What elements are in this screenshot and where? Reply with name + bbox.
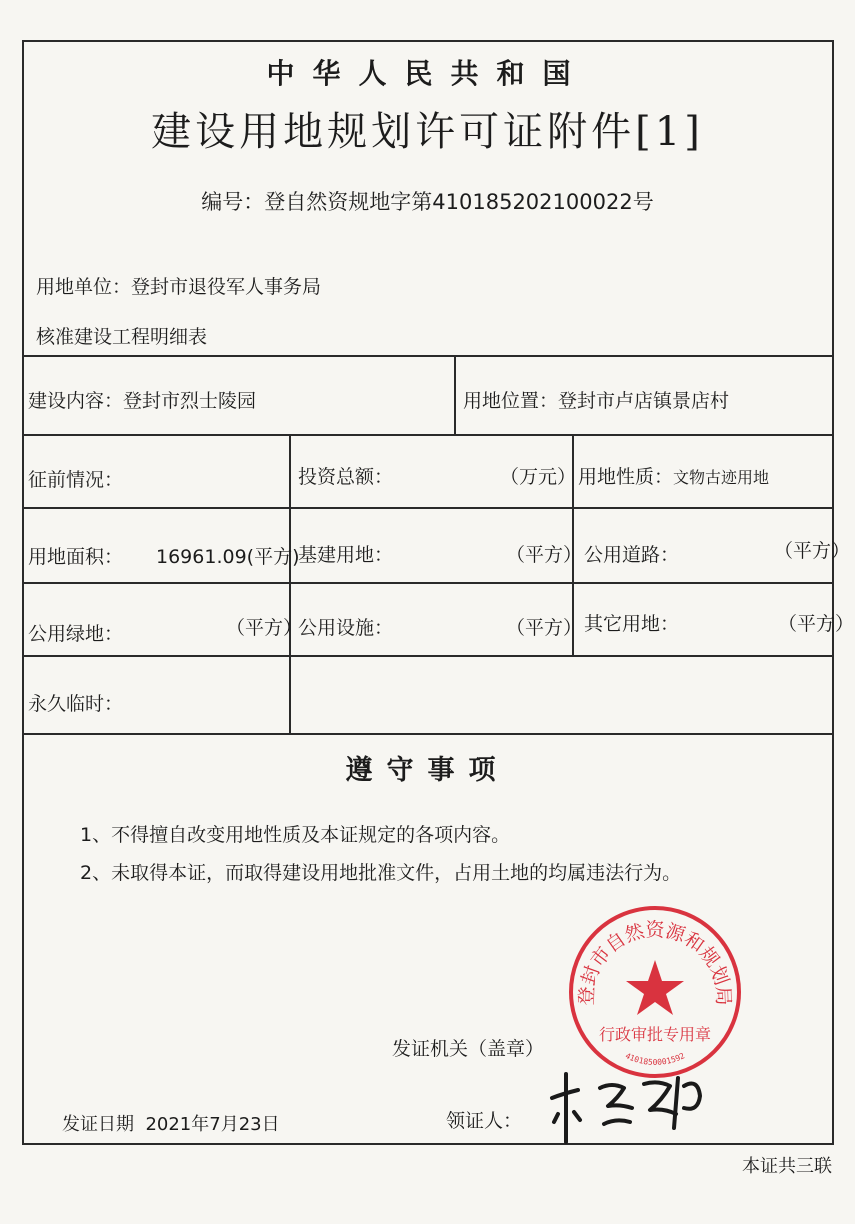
investment-label: 投资总额： bbox=[298, 466, 394, 488]
land-area-number: 16961.09 bbox=[156, 546, 247, 568]
land-unit bbox=[36, 272, 321, 299]
table-divider-2 bbox=[22, 507, 834, 509]
public-facility-unit: （平方） bbox=[506, 617, 583, 639]
land-location-cell bbox=[463, 386, 729, 413]
investment-unit: （万元） bbox=[500, 466, 577, 488]
country-heading: 中华人民共和国 bbox=[266, 57, 589, 90]
issue-date-value: 2021年7月23日 bbox=[145, 1114, 280, 1135]
land-nature-value: 文物古迹用地 bbox=[673, 468, 770, 487]
land-unit-value: 登封市退役军人事务局 bbox=[131, 276, 322, 298]
construction-land-unit: （平方） bbox=[506, 544, 583, 566]
land-nature-cell bbox=[578, 462, 769, 489]
land-area-unit: (平方) bbox=[246, 546, 300, 568]
table-divider-3 bbox=[22, 582, 834, 584]
permit-number-label: 编号： bbox=[201, 190, 265, 214]
permit-number bbox=[0, 186, 855, 216]
construction-land-label: 基建用地： bbox=[298, 544, 394, 566]
official-seal-icon bbox=[565, 902, 745, 1082]
table-subtitle: 核准建设工程明细表 bbox=[36, 326, 208, 348]
build-content-cell bbox=[28, 386, 256, 413]
build-content-value: 登封市烈士陵园 bbox=[123, 390, 257, 412]
table-divider-4 bbox=[22, 655, 834, 657]
seal-code: 4101850001592 bbox=[623, 1051, 687, 1067]
build-content-label: 建设内容： bbox=[28, 390, 124, 412]
public-green-unit: （平方） bbox=[226, 617, 303, 639]
permit-number-value: 登自然资规地字第410185202100022号 bbox=[264, 190, 654, 214]
document-title: 建设用地规划许可证附件[1] bbox=[151, 109, 704, 155]
seal-inner-text: 行政审批专用章 bbox=[598, 1025, 712, 1044]
notice-title: 遵守事项 bbox=[345, 755, 510, 786]
land-location-label: 用地位置： bbox=[463, 390, 559, 412]
table-col-divider-a bbox=[289, 434, 291, 733]
notice-item-2: 2、未取得本证，而取得建设用地批准文件，占用土地的均属违法行为。 bbox=[80, 862, 682, 884]
table-divider-1 bbox=[22, 434, 834, 436]
handwritten-signature bbox=[548, 1068, 718, 1148]
other-land-unit: （平方） bbox=[778, 613, 855, 635]
public-road-label: 公用道路： bbox=[584, 544, 680, 566]
seal-outer-text: 登封市自然资源和规划局 bbox=[575, 919, 735, 1006]
notice-item-1: 1、不得擅自改变用地性质及本证规定的各项内容。 bbox=[80, 824, 511, 846]
land-area-value bbox=[156, 542, 300, 569]
public-facility-label: 公用设施： bbox=[298, 617, 394, 639]
seal-star bbox=[626, 960, 684, 1015]
land-area-label: 用地面积： bbox=[28, 546, 124, 568]
table-border-top bbox=[22, 355, 834, 357]
public-green-label: 公用绿地： bbox=[28, 623, 124, 645]
permanent-temporary-label: 永久临时： bbox=[28, 693, 124, 715]
public-road-unit: （平方） bbox=[774, 540, 851, 562]
land-location-value: 登封市卢店镇景店村 bbox=[558, 390, 730, 412]
land-nature-label: 用地性质： bbox=[578, 466, 674, 488]
table-border-bottom bbox=[22, 733, 834, 735]
table-col-divider-r1 bbox=[454, 355, 456, 434]
other-land-label: 其它用地： bbox=[584, 613, 680, 635]
issue-date bbox=[62, 1110, 280, 1136]
pre-acquisition-label: 征前情况： bbox=[28, 469, 124, 491]
issuing-authority-label: 发证机关（盖章） bbox=[392, 1038, 545, 1060]
copies-note: 本证共三联 bbox=[742, 1156, 832, 1177]
land-unit-label: 用地单位： bbox=[36, 276, 132, 298]
issue-date-label: 发证日期 bbox=[62, 1114, 134, 1135]
recipient-label: 领证人： bbox=[446, 1110, 523, 1132]
